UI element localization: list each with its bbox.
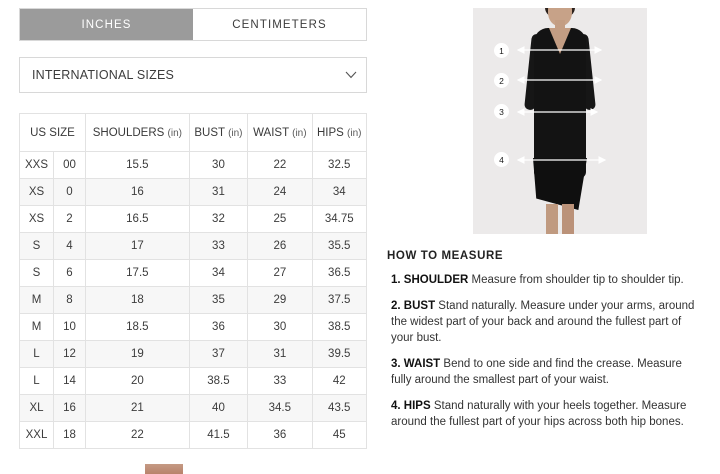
cell-bust: 34 <box>189 260 247 287</box>
cell-letter-size: S <box>20 260 54 287</box>
cell-bust: 37 <box>189 341 247 368</box>
cell-numeric-size: 0 <box>54 179 86 206</box>
cell-numeric-size: 10 <box>54 314 86 341</box>
cell-hips: 43.5 <box>312 395 367 422</box>
table-row <box>20 287 367 314</box>
cell-hips: 39.5 <box>312 341 367 368</box>
col-bust-unit: (in) <box>228 127 243 139</box>
cell-shoulders: 18 <box>86 287 190 314</box>
cell-hips: 34 <box>312 179 367 206</box>
cell-waist: 29 <box>248 287 312 314</box>
table-row <box>20 341 367 368</box>
col-shoulders-unit: (in) <box>167 127 182 139</box>
item-shoulder-term: SHOULDER <box>403 274 469 286</box>
table-row <box>20 422 367 449</box>
cell-shoulders: 18.5 <box>86 314 190 341</box>
page-content-sliver <box>145 464 183 474</box>
table-row <box>20 314 367 341</box>
cell-shoulders: 16.5 <box>86 206 190 233</box>
cell-letter-size: XXS <box>20 152 54 179</box>
col-bust-label: BUST <box>194 126 225 139</box>
cell-waist: 36 <box>248 422 312 449</box>
cell-numeric-size: 4 <box>54 233 86 260</box>
cell-hips: 34.75 <box>312 206 367 233</box>
unit-toggle-group[interactable] <box>19 8 367 41</box>
bust-marker <box>494 73 509 88</box>
cell-hips: 37.5 <box>312 287 367 314</box>
cell-numeric-size: 2 <box>54 206 86 233</box>
cell-bust: 35 <box>189 287 247 314</box>
cell-shoulders: 17.5 <box>86 260 190 287</box>
cell-numeric-size: 14 <box>54 368 86 395</box>
cell-shoulders: 15.5 <box>86 152 190 179</box>
col-hips-label: HIPS <box>317 126 344 139</box>
how-to-measure-item-hips <box>387 398 705 430</box>
shoulder-marker <box>494 43 509 58</box>
cell-shoulders: 17 <box>86 233 190 260</box>
col-bust <box>189 114 247 152</box>
cell-letter-size: S <box>20 233 54 260</box>
item-shoulder-text: Measure from shoulder tip to shoulder tip. <box>468 274 684 286</box>
cell-numeric-size: 8 <box>54 287 86 314</box>
item-waist-num: 3. <box>391 358 404 370</box>
cell-waist: 27 <box>248 260 312 287</box>
col-hips-unit: (in) <box>347 127 362 139</box>
hips-marker <box>494 152 509 167</box>
cell-hips: 45 <box>312 422 367 449</box>
cell-letter-size: L <box>20 368 54 395</box>
col-shoulders <box>86 114 190 152</box>
item-waist-term: WAIST <box>403 358 441 370</box>
cell-letter-size: L <box>20 341 54 368</box>
shoulder-marker-number: 1 <box>499 45 504 56</box>
cell-hips: 35.5 <box>312 233 367 260</box>
cell-bust: 36 <box>189 314 247 341</box>
col-hips <box>312 114 367 152</box>
cell-letter-size: M <box>20 287 54 314</box>
item-hips-num: 4. <box>391 400 404 412</box>
cell-bust: 30 <box>189 152 247 179</box>
cell-bust: 33 <box>189 233 247 260</box>
measurement-figure-image <box>473 8 647 234</box>
cell-bust: 41.5 <box>189 422 247 449</box>
table-row <box>20 233 367 260</box>
cell-hips: 42 <box>312 368 367 395</box>
item-hips-term: HIPS <box>403 400 431 412</box>
cell-waist: 33 <box>248 368 312 395</box>
item-bust-num: 2. <box>391 300 404 312</box>
cell-hips: 32.5 <box>312 152 367 179</box>
cell-waist: 26 <box>248 233 312 260</box>
cell-letter-size: XL <box>20 395 54 422</box>
cell-letter-size: M <box>20 314 54 341</box>
col-waist <box>248 114 312 152</box>
size-table-body <box>20 152 367 449</box>
how-to-measure-item-shoulder <box>387 272 705 288</box>
table-row <box>20 260 367 287</box>
measure-guide-panel <box>385 0 720 474</box>
cell-hips: 38.5 <box>312 314 367 341</box>
chevron-down-icon <box>345 71 354 80</box>
hips-marker-number: 4 <box>499 154 504 165</box>
table-row <box>20 395 367 422</box>
tab-inches[interactable] <box>20 9 193 40</box>
col-shoulders-label: SHOULDERS <box>92 126 165 139</box>
cell-numeric-size: 18 <box>54 422 86 449</box>
how-to-measure-section <box>385 250 705 430</box>
cell-letter-size: XS <box>20 206 54 233</box>
table-row <box>20 179 367 206</box>
item-shoulder-num: 1. <box>391 274 404 286</box>
cell-waist: 24 <box>248 179 312 206</box>
cell-shoulders: 21 <box>86 395 190 422</box>
waist-marker-number: 3 <box>499 106 504 117</box>
tab-centimeters-label: CENTIMETERS <box>232 18 327 31</box>
cell-numeric-size: 16 <box>54 395 86 422</box>
cell-waist: 31 <box>248 341 312 368</box>
col-us-size-label: US SIZE <box>30 126 75 139</box>
cell-shoulders: 19 <box>86 341 190 368</box>
cell-hips: 36.5 <box>312 260 367 287</box>
tab-centimeters[interactable] <box>193 9 366 40</box>
col-waist-unit: (in) <box>292 127 307 139</box>
item-hips-text: Stand naturally with your heels together. Measure around the fullest part of your hips across both hip bones. <box>391 400 687 428</box>
tab-inches-label: INCHES <box>81 18 132 31</box>
cell-numeric-size: 6 <box>54 260 86 287</box>
how-to-measure-item-waist <box>387 356 705 388</box>
cell-bust: 31 <box>189 179 247 206</box>
item-bust-text: Stand naturally. Measure under your arms, around the widest part of your back and around the fullest part of your bust. <box>391 300 695 344</box>
col-waist-label: WAIST <box>253 126 289 139</box>
measurement-arrows <box>473 8 647 234</box>
table-row <box>20 152 367 179</box>
cell-waist: 22 <box>248 152 312 179</box>
cell-bust: 40 <box>189 395 247 422</box>
table-header-row <box>20 114 367 152</box>
cell-bust: 38.5 <box>189 368 247 395</box>
size-system-select[interactable] <box>19 57 367 93</box>
bust-marker-number: 2 <box>499 75 504 86</box>
cell-shoulders: 20 <box>86 368 190 395</box>
cell-shoulders: 16 <box>86 179 190 206</box>
table-row <box>20 206 367 233</box>
item-waist-text: Bend to one side and find the crease. Measure fully around the smallest part of your waist. <box>391 358 682 386</box>
size-table <box>19 113 367 449</box>
cell-bust: 32 <box>189 206 247 233</box>
size-system-select-value: INTERNATIONAL SIZES <box>32 68 175 82</box>
size-table-head <box>20 114 367 152</box>
cell-waist: 25 <box>248 206 312 233</box>
cell-numeric-size: 00 <box>54 152 86 179</box>
cell-waist: 30 <box>248 314 312 341</box>
col-us-size <box>20 114 86 152</box>
cell-letter-size: XS <box>20 179 54 206</box>
how-to-measure-item-bust <box>387 298 705 346</box>
waist-marker <box>494 104 509 119</box>
how-to-measure-title: HOW TO MEASURE <box>387 250 504 262</box>
table-row <box>20 368 367 395</box>
cell-numeric-size: 12 <box>54 341 86 368</box>
item-bust-term: BUST <box>403 300 436 312</box>
cell-shoulders: 22 <box>86 422 190 449</box>
cell-waist: 34.5 <box>248 395 312 422</box>
cell-letter-size: XXL <box>20 422 54 449</box>
